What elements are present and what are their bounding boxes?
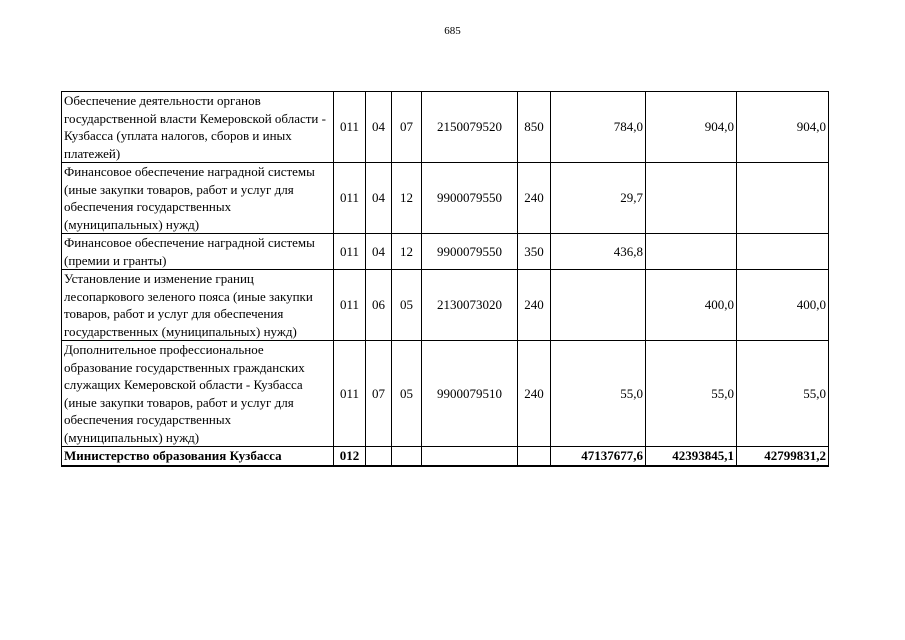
sum-year-2: 400,0 xyxy=(646,270,737,341)
sum-year-3 xyxy=(737,234,829,270)
ministry-code: 011 xyxy=(334,234,366,270)
page-number: 685 xyxy=(444,25,461,37)
sum-year-3 xyxy=(737,163,829,234)
sum-year-1: 784,0 xyxy=(551,92,646,163)
subsection-code: 07 xyxy=(392,92,422,163)
subsection-code: 12 xyxy=(392,234,422,270)
row-name: Финансовое обеспечение наградной системы (премии и гранты) xyxy=(62,234,334,270)
sum-year-3: 904,0 xyxy=(737,92,829,163)
ministry-code: 011 xyxy=(334,341,366,447)
ministry-code: 011 xyxy=(334,270,366,341)
total-name: Министерство образования Кузбасса xyxy=(62,447,334,466)
total-ministry-code: 012 xyxy=(334,447,366,466)
sum-year-1: 55,0 xyxy=(551,341,646,447)
budget-table xyxy=(61,91,829,467)
ministry-code: 011 xyxy=(334,163,366,234)
subsection-code: 05 xyxy=(392,341,422,447)
target-article-code: 9900079510 xyxy=(422,341,518,447)
total-sum-year-1: 47137677,6 xyxy=(551,447,646,466)
table-row xyxy=(62,163,829,234)
target-article-code: 2150079520 xyxy=(422,92,518,163)
sum-year-3: 55,0 xyxy=(737,341,829,447)
section-code: 04 xyxy=(366,163,392,234)
row-name: Обеспечение деятельности органов государственной власти Кемеровской области - Кузбасса (уплата налогов, сборов и иных платежей) xyxy=(62,92,334,163)
table-row xyxy=(62,92,829,163)
sum-year-1: 29,7 xyxy=(551,163,646,234)
expense-type-code: 850 xyxy=(518,92,551,163)
row-name: Установление и изменение границ лесопаркового зеленого пояса (иные закупки товаров, работ и услуг для обеспечения государственных (муниципальных) нужд) xyxy=(62,270,334,341)
subsection-code: 05 xyxy=(392,270,422,341)
total-section-code xyxy=(366,447,392,466)
sum-year-3: 400,0 xyxy=(737,270,829,341)
total-row xyxy=(62,447,829,466)
target-article-code: 9900079550 xyxy=(422,163,518,234)
subsection-code: 12 xyxy=(392,163,422,234)
total-sum-year-2: 42393845,1 xyxy=(646,447,737,466)
sum-year-1: 436,8 xyxy=(551,234,646,270)
sum-year-1 xyxy=(551,270,646,341)
total-subsection-code xyxy=(392,447,422,466)
total-target-article-code xyxy=(422,447,518,466)
section-code: 04 xyxy=(366,92,392,163)
target-article-code: 2130073020 xyxy=(422,270,518,341)
section-code: 07 xyxy=(366,341,392,447)
expense-type-code: 240 xyxy=(518,270,551,341)
total-sum-year-3: 42799831,2 xyxy=(737,447,829,466)
sum-year-2 xyxy=(646,234,737,270)
table-row xyxy=(62,270,829,341)
row-name: Финансовое обеспечение наградной системы (иные закупки товаров, работ и услуг для обеспечения государственных (муниципальных) нужд) xyxy=(62,163,334,234)
row-name: Дополнительное профессиональное образование государственных гражданских служащих Кемеровской области - Кузбасса (иные закупки товаров, работ и услуг для обеспечения государственных (муниципальных) нужд) xyxy=(62,341,334,447)
sum-year-2: 904,0 xyxy=(646,92,737,163)
target-article-code: 9900079550 xyxy=(422,234,518,270)
section-code: 04 xyxy=(366,234,392,270)
sum-year-2: 55,0 xyxy=(646,341,737,447)
total-expense-type-code xyxy=(518,447,551,466)
ministry-code: 011 xyxy=(334,92,366,163)
expense-type-code: 240 xyxy=(518,163,551,234)
expense-type-code: 350 xyxy=(518,234,551,270)
table-row xyxy=(62,341,829,447)
sum-year-2 xyxy=(646,163,737,234)
expense-type-code: 240 xyxy=(518,341,551,447)
table-row xyxy=(62,234,829,270)
section-code: 06 xyxy=(366,270,392,341)
